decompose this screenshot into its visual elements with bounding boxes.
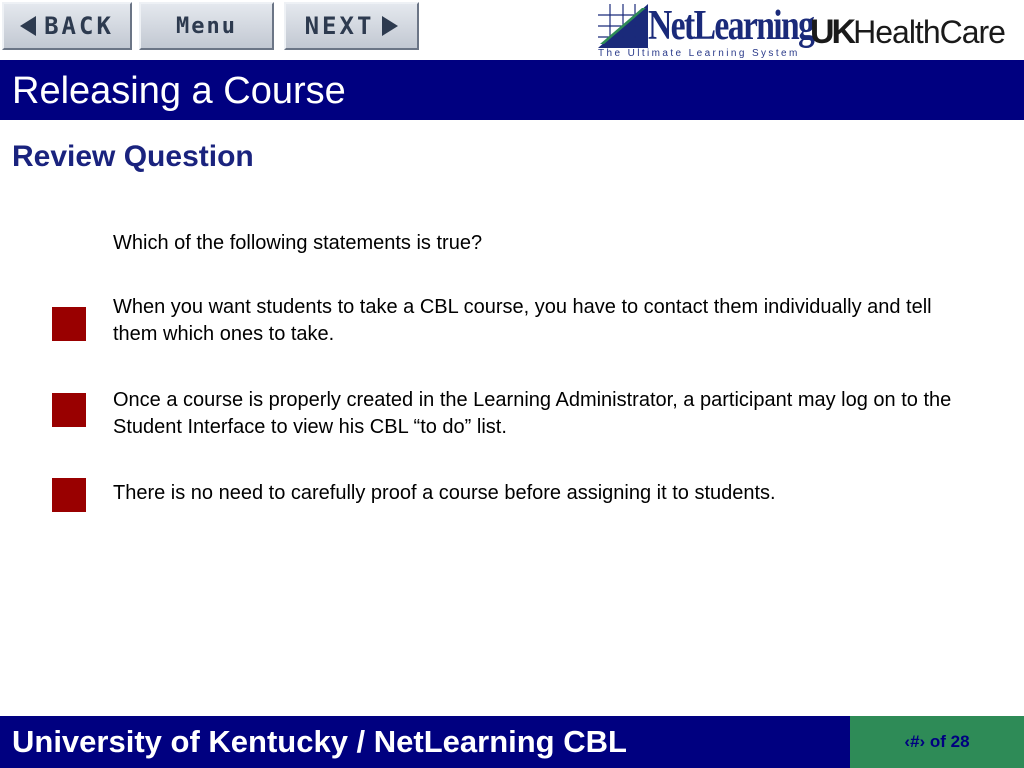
back-button[interactable] (2, 2, 132, 50)
answer-option-text: When you want students to take a CBL course, you have to contact them individually and tell them which ones to take. (113, 296, 932, 345)
uk-mark: UK (810, 12, 854, 51)
page-title: Releasing a Course (12, 70, 346, 112)
answer-option-button[interactable] (52, 307, 86, 341)
footer-title: University of Kentucky / NetLearning CBL (12, 724, 627, 759)
netlearning-tagline: The Ultimate Learning System (598, 48, 800, 59)
uk-healthcare-name: HealthCare (853, 13, 1005, 50)
next-button-label: NEXT (304, 12, 375, 40)
netlearning-name: NetLearning (648, 3, 814, 49)
arrow-left-icon (20, 16, 36, 36)
back-button-label: BACK (44, 12, 114, 40)
menu-button[interactable] (139, 2, 274, 50)
netlearning-grid-icon (598, 4, 648, 48)
footer (0, 716, 1024, 768)
menu-button-label: Menu (176, 13, 237, 39)
next-button[interactable] (284, 2, 419, 50)
answer-option-button[interactable] (52, 393, 86, 427)
answer-option-text: There is no need to carefully proof a course before assigning it to students. (113, 482, 776, 504)
question-text: Which of the following statements is true? (113, 232, 483, 254)
title-banner (0, 60, 1024, 120)
uk-healthcare-logo (810, 10, 1005, 54)
page-number: ‹#› of 28 (904, 732, 970, 751)
arrow-right-icon (382, 16, 398, 36)
answer-option-text: Once a course is properly created in the Learning Administrator, a participant may log on to the Student Interface to view his CBL “to do” list. (113, 389, 952, 438)
answer-option-button[interactable] (52, 478, 86, 512)
page-indicator (850, 716, 1024, 768)
netlearning-logo (598, 2, 814, 60)
footer-banner (0, 716, 850, 768)
section-subtitle: Review Question (12, 140, 254, 173)
